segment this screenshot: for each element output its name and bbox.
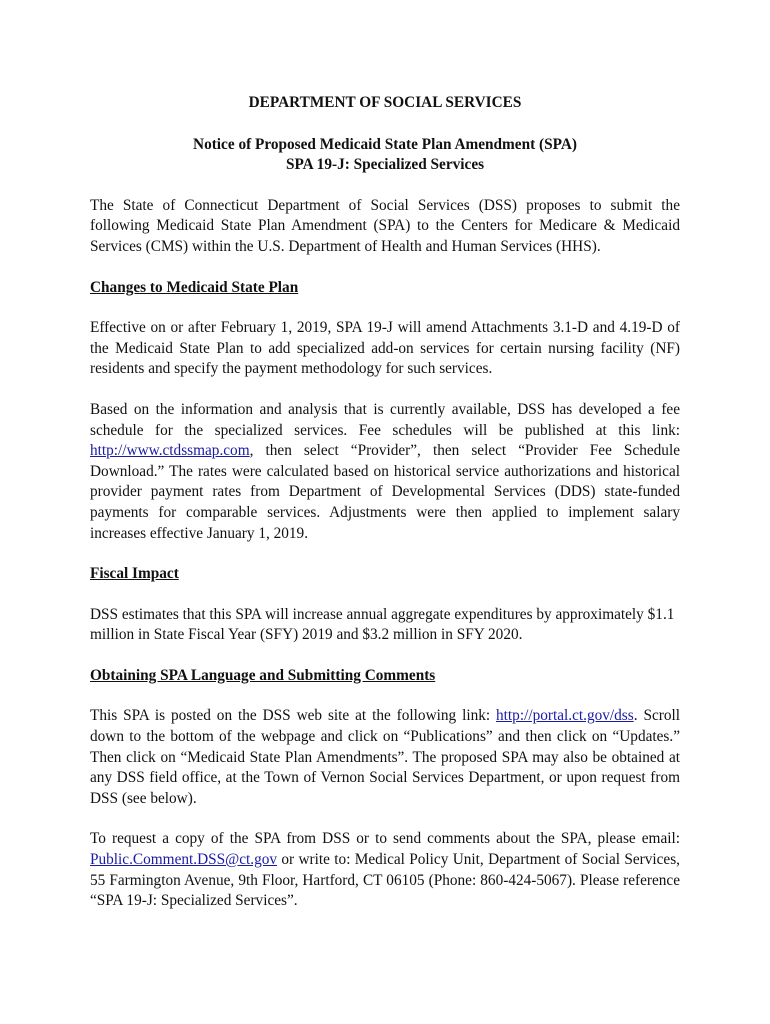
spa-title: SPA 19-J: Specialized Services	[285, 156, 485, 174]
department-title: DEPARTMENT OF SOCIAL SERVICES	[248, 94, 522, 111]
dss-portal-link[interactable]: http://portal.ct.gov/dss	[496, 707, 634, 725]
public-comment-email-link[interactable]: Public.Comment.DSS@ct.gov	[90, 851, 278, 869]
ctdssmap-link[interactable]: http://www.ctdssmap.com	[90, 442, 250, 460]
obtaining-paragraph-2	[90, 829, 680, 911]
changes-paragraph-2	[90, 400, 680, 544]
intro-paragraph: The State of Connecticut Department of Social Services (DSS) proposes to submit the following Medicaid State Plan Amendment (SPA) to the Centers for Medicare & Medicaid Services (CMS) within the U.S. Department of Health and Human Services (HHS).	[90, 196, 680, 255]
changes-paragraph-2-text-a: Based on the information and analysis that is currently available, DSS has developed a fee schedule for the specialized services. Fee schedules will be published at this link:	[90, 400, 680, 439]
fiscal-impact-heading: Fiscal Impact	[90, 565, 179, 583]
obtaining-paragraph-2-text-a: To request a copy of the SPA from DSS or to send comments about the SPA, please email:	[90, 830, 680, 848]
document-page	[90, 93, 680, 932]
obtaining-paragraph-1	[90, 706, 680, 809]
changes-paragraph-2-text-b: , then select “Provider”, then select “Provider Fee Schedule Download.” The rates were calculated based on historical service authorizations and historical provider payment rates from Department of Developmental Services (DDS) state-funded payments for comparable services. Adjustments were then applied to implement salary increases effective January 1, 2019.	[90, 442, 680, 542]
obtaining-paragraph-1-text-b: . Scroll down to the bottom of the webpage and click on “Publications” and then click on “Updates.” Then click on “Medicaid State Plan Amendments”. The proposed SPA may also be obtained at any DSS field office, at the Town of Vernon Social Services Department, or upon request from DSS (see below).	[90, 707, 680, 807]
fiscal-impact-paragraph: DSS estimates that this SPA will increase annual aggregate expenditures by approximately $1.1 million in State Fiscal Year (SFY) 2019 and $3.2 million in SFY 2020.	[90, 605, 675, 644]
obtaining-paragraph-1-text-a: This SPA is posted on the DSS web site at the following link:	[90, 707, 497, 725]
obtaining-heading: Obtaining SPA Language and Submitting Comments	[90, 666, 436, 684]
notice-title: Notice of Proposed Medicaid State Plan Amendment (SPA)	[193, 135, 577, 153]
changes-paragraph-1: Effective on or after February 1, 2019, SPA 19-J will amend Attachments 3.1-D and 4.19-D of the Medicaid State Plan to add specialized add-on services for certain nursing facility (NF) residents and specify the payment methodology for such services.	[90, 319, 680, 378]
changes-heading: Changes to Medicaid State Plan	[90, 278, 299, 296]
obtaining-paragraph-2-text-b: or write to: Medical Policy Unit, Department of Social Services, 55 Farmington Avenue, 9th Floor, Hartford, CT 06105 (Phone: 860-424-5067). Please reference “SPA 19-J: Specialized Services”.	[90, 851, 680, 910]
